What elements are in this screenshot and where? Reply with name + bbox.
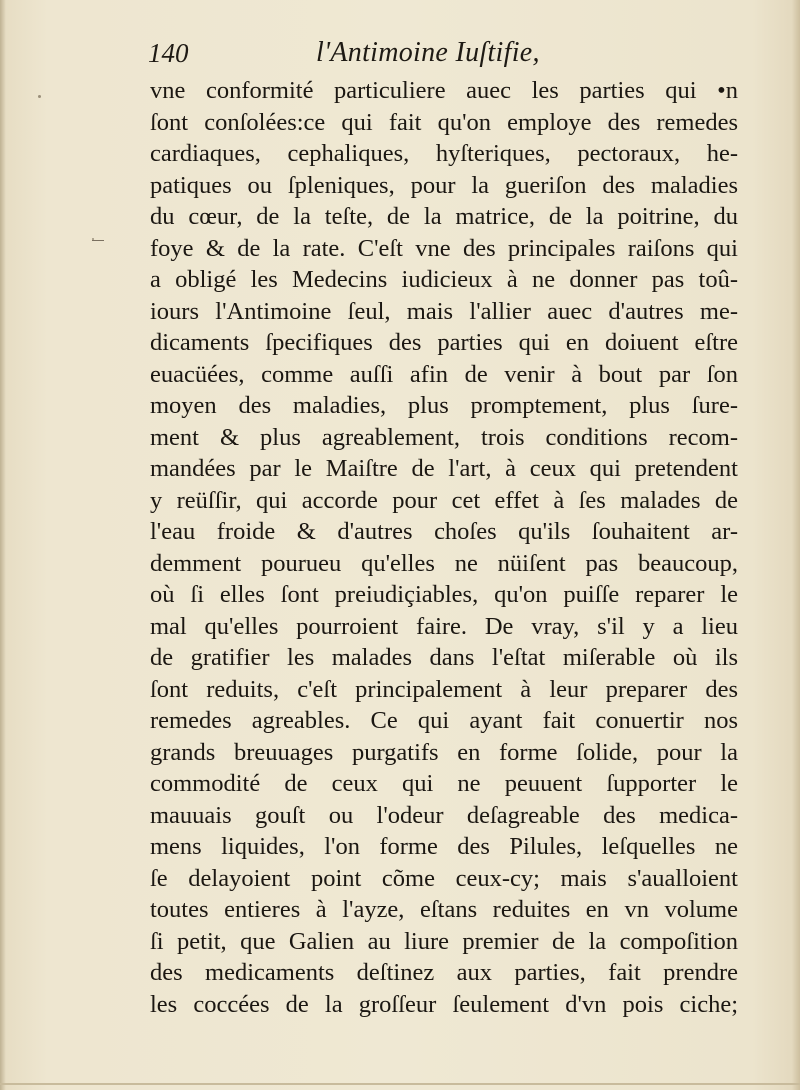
text-line: les coccées de la groſſeur ſeulement d'vn pois ciche; <box>150 990 738 1018</box>
page-number: 140 <box>148 38 189 68</box>
text-line: euacüées, comme auſſi afin de venir à bout par ſon <box>150 360 738 388</box>
page-gutter-shadow <box>0 0 6 1090</box>
paper-speck <box>92 238 94 240</box>
text-line: iours l'Antimoine ſeul, mais l'allier auec d'autres me- <box>150 297 738 325</box>
text-line: y reüſſir, qui accorde pour cet effet à ſes malades de <box>150 486 738 514</box>
text-line: l'eau froide & d'autres choſes qu'ils ſouhaitent ar- <box>150 518 738 545</box>
paper-speck <box>38 95 41 98</box>
text-line: du cœur, de la teſte, de la matrice, de la poitrine, du <box>150 203 738 230</box>
text-line: toutes entieres à l'ayze, eſtans reduites en vn volume <box>150 896 738 923</box>
text-line: ſont reduits, c'eſt principalement à leur preparer des <box>150 675 738 703</box>
text-line: demment pourueu qu'elles ne nüiſent pas beaucoup, <box>150 549 738 577</box>
margin-mark <box>92 240 104 241</box>
text-line: mal qu'elles pourroient faire. De vray, s'il y a lieu <box>150 612 738 640</box>
text-line: mauuais gouſt ou l'odeur deſagreable des medica- <box>150 801 738 829</box>
text-line: ſi petit, que Galien au liure premier de la compoſition <box>150 927 738 955</box>
text-line: de gratifier les malades dans l'eſtat miſerable où ils <box>150 644 738 671</box>
text-line: cardiaques, cephaliques, hyſteriques, pectoraux, he- <box>150 140 738 167</box>
text-line: foye & de la rate. C'eſt vne des principales raiſons qui <box>150 234 738 262</box>
text-line: mandées par le Maiſtre de l'art, à ceux qui pretendent <box>150 455 738 482</box>
text-line: a obligé les Medecins iudicieux à ne donner pas toû- <box>150 266 738 293</box>
text-line: remedes agreables. Ce qui ayant fait conuertir nos <box>150 707 738 734</box>
running-title: l'Antimoine Iuſtifie, <box>316 37 540 68</box>
text-line: moyen des maladies, plus promptement, plus ſure- <box>150 392 738 419</box>
page-header <box>148 36 738 76</box>
body-text <box>150 75 738 1020</box>
text-line: vne conformité particuliere auec les parties qui •n <box>150 77 738 104</box>
text-line: ment & plus agreablement, trois conditions recom- <box>150 423 738 451</box>
page-bottom-edge <box>0 1083 800 1085</box>
text-line: ſe delayoient point cõme ceux-cy; mais s'aualloient <box>150 864 738 892</box>
page-edge-shadow <box>792 0 800 1090</box>
text-line: ſont conſolées:ce qui fait qu'on employe des remedes <box>150 108 738 136</box>
text-line: grands breuuages purgatifs en forme ſolide, pour la <box>150 738 738 766</box>
text-line: patiques ou ſpleniques, pour la gueriſon des maladies <box>150 171 738 199</box>
text-line: commodité de ceux qui ne peuuent ſupporter le <box>150 770 738 797</box>
text-line: des medicaments deſtinez aux parties, fait prendre <box>150 959 738 986</box>
text-line: mens liquides, l'on forme des Pilules, leſquelles ne <box>150 833 738 860</box>
text-line: où ſi elles ſont preiudiçiables, qu'on puiſſe reparer le <box>150 581 738 608</box>
text-line: dicaments ſpecifiques des parties qui en doiuent eſtre <box>150 329 738 356</box>
